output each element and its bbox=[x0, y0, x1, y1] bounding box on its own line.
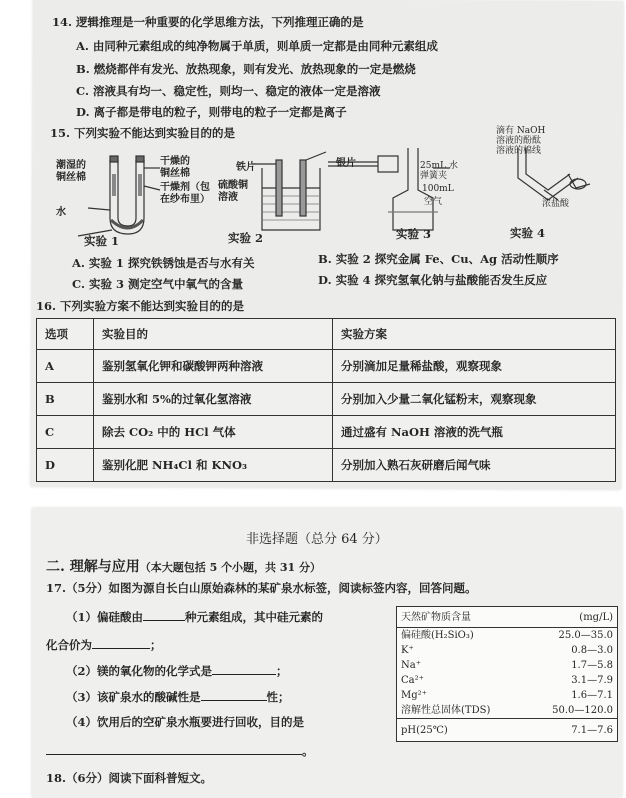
label-table-header bbox=[397, 607, 618, 628]
header-plan: 实验方案 bbox=[333, 319, 616, 350]
row-a-plan: 分别滴加足量稀盐酸，观察现象 bbox=[333, 350, 616, 383]
exp1-u-tube-figure bbox=[78, 156, 160, 236]
exp2-beaker-figure bbox=[252, 152, 326, 230]
section-title bbox=[46, 556, 321, 576]
label-wet-wire: 潮湿的 铜丝棉 bbox=[56, 160, 86, 183]
q17-s3-text-b: 性； bbox=[266, 690, 290, 704]
q14-option-a: A. 由同种元素组成的纯净物属于单质，则单质一定都是由同种元素组成 bbox=[76, 39, 438, 53]
q17-s1-text-c: 化合价为 bbox=[46, 638, 92, 652]
q17-sub4-answer-line bbox=[46, 742, 314, 759]
q15-option-a: A. 实验 1 探究铁锈蚀是否与水有关 bbox=[72, 256, 255, 270]
table-row bbox=[37, 416, 616, 449]
table-row bbox=[37, 449, 616, 482]
exp2-label: 实验 2 bbox=[228, 231, 264, 245]
table-row bbox=[37, 383, 616, 416]
q17-stem: 17.（5分）如图为源自长白山原始森林的某矿泉水标签，阅读标签内容，回答问题。 bbox=[46, 581, 477, 595]
label-spring-clamp: 弹簧夹 bbox=[420, 171, 448, 181]
table-row bbox=[397, 628, 618, 644]
ion-name: Ca²⁺ bbox=[401, 675, 424, 686]
row-d-option: D bbox=[37, 449, 94, 482]
ion-value: 3.1—7.9 bbox=[571, 675, 613, 686]
q14-stem: 14. 逻辑推理是一种重要的化学思维方法，下列推理正确的是 bbox=[52, 15, 364, 29]
q14-option-d: D. 离子都是带电的粒子，则带电的粒子一定都是离子 bbox=[76, 105, 347, 119]
q15-stem: 15. 下列实验不能达到实验目的的是 bbox=[50, 126, 236, 140]
row-c-purpose: 除去 CO₂ 中的 HCl 气体 bbox=[94, 416, 333, 449]
q17-s3-text-a: （3）该矿泉水的酸碱性是 bbox=[66, 690, 201, 704]
label-header-unit: (mg/L) bbox=[526, 607, 618, 628]
table-row-ph bbox=[397, 719, 618, 742]
q15-option-d: D. 实验 4 探究氢氧化钠与盐酸能否发生反应 bbox=[318, 273, 548, 287]
header-purpose: 实验目的 bbox=[94, 319, 333, 350]
q16-stem: 16. 下列实验方案不能达到实验目的的是 bbox=[36, 299, 245, 313]
answer-blank-5[interactable] bbox=[46, 742, 302, 755]
table-row bbox=[397, 688, 618, 703]
label-conc-hcl: 浓盐酸 bbox=[542, 199, 570, 209]
row-c-plan: 通过盛有 NaOH 溶液的洗气瓶 bbox=[333, 416, 616, 449]
label-desiccant: 干燥剂（包 在纱布里） bbox=[160, 182, 210, 205]
ion-value: 0.8—3.0 bbox=[571, 645, 613, 656]
label-dry-wire: 干燥的 铜丝棉 bbox=[160, 156, 190, 179]
answer-blank-1[interactable] bbox=[143, 608, 185, 621]
table-row bbox=[397, 643, 618, 658]
exp3-label: 实验 3 bbox=[396, 227, 432, 241]
section-name: 二. 理解与应用 bbox=[46, 559, 140, 575]
label-iron-plate: 铁片 bbox=[236, 162, 256, 173]
section-note: （本大题包括 5 个小题，共 31 分） bbox=[139, 561, 322, 574]
header-option: 选项 bbox=[37, 319, 94, 350]
label-25ml-water: 25mL 水 bbox=[420, 161, 458, 171]
table-row bbox=[397, 703, 618, 719]
q17-sub4: （4）饮用后的空矿泉水瓶要进行回收，目的是 bbox=[66, 715, 304, 729]
q17-s2-text-a: （2）镁的氧化物的化学式是 bbox=[66, 664, 213, 678]
exp1-label: 实验 1 bbox=[84, 234, 120, 248]
ion-name: Na⁺ bbox=[401, 660, 421, 671]
exp4-label: 实验 4 bbox=[510, 226, 546, 240]
ion-value: 25.0—35.0 bbox=[558, 630, 613, 641]
q15-option-b: B. 实验 2 探究金属 Fe、Cu、Ag 活动性顺序 bbox=[318, 252, 559, 266]
row-b-purpose: 鉴别水和 5%的过氧化氢溶液 bbox=[94, 383, 333, 416]
label-header-name: 天然矿物质含量 bbox=[397, 607, 526, 628]
table-row bbox=[397, 673, 618, 688]
q18-stem: 18.（6分）阅读下面科普短文。 bbox=[46, 771, 213, 785]
part2-heading: 非选择题（总分 64 分） bbox=[246, 532, 388, 547]
q15-option-c: C. 实验 3 测定空气中氧气的含量 bbox=[72, 277, 243, 291]
ph-value: 7.1—7.6 bbox=[526, 719, 618, 742]
q17-sub1-line2 bbox=[46, 636, 162, 653]
answer-blank-2[interactable] bbox=[92, 636, 150, 649]
row-d-plan: 分别加入熟石灰研磨后闻气味 bbox=[333, 449, 616, 482]
q14-option-b: B. 燃烧都伴有发光、放热现象，则有发光、放热现象的一定是燃烧 bbox=[76, 62, 416, 76]
q16-scheme-table bbox=[36, 318, 616, 482]
row-a-purpose: 鉴别氢氧化钾和碳酸钾两种溶液 bbox=[94, 350, 333, 383]
ion-value: 1.6—7.1 bbox=[571, 690, 613, 701]
answer-blank-4[interactable] bbox=[201, 688, 267, 701]
row-b-plan: 分别加入少量二氧化锰粉末，观察现象 bbox=[333, 383, 616, 416]
table-header-row bbox=[37, 319, 616, 350]
row-c-option: C bbox=[37, 416, 94, 449]
q17-sub2 bbox=[66, 662, 288, 679]
ion-name: 偏硅酸(H₂SiO₃) bbox=[401, 630, 474, 641]
q17-s4-text-b: 。 bbox=[302, 744, 314, 758]
row-b-option: B bbox=[37, 383, 94, 416]
ion-name: K⁺ bbox=[401, 645, 414, 656]
label-naoh-cotton: 滴有 NaOH 溶液的酚酞 溶液的棉线 bbox=[496, 126, 546, 156]
table-row bbox=[37, 350, 616, 383]
answer-blank-3[interactable] bbox=[212, 662, 276, 675]
ion-name: Mg²⁺ bbox=[401, 690, 427, 701]
q14-option-c: C. 溶液具有均一、稳定性，则均一、稳定的液体一定是溶液 bbox=[76, 84, 381, 98]
row-d-purpose: 鉴别化肥 NH₄Cl 和 KNO₃ bbox=[94, 449, 333, 482]
q17-s1-text-b: 种元素组成，其中硅元素的 bbox=[185, 610, 324, 624]
label-water: 水 bbox=[56, 207, 66, 218]
ion-name: 溶解性总固体(TDS) bbox=[401, 705, 491, 716]
label-air: 空气 bbox=[424, 197, 443, 207]
ion-value: 1.7—5.8 bbox=[571, 660, 613, 671]
q17-s2-text-b: ； bbox=[276, 664, 288, 678]
q17-s1-text-a: （1）偏硅酸由 bbox=[66, 610, 144, 624]
row-a-option: A bbox=[37, 350, 94, 383]
q17-s1-text-d: ； bbox=[150, 638, 162, 652]
mineral-water-label-table bbox=[396, 606, 618, 742]
ph-name: pH(25℃) bbox=[397, 719, 526, 742]
ion-value: 50.0—120.0 bbox=[552, 705, 613, 716]
label-100ml: 100mL bbox=[422, 184, 454, 194]
q17-sub3 bbox=[66, 688, 290, 705]
q17-sub1-line1 bbox=[66, 608, 323, 625]
table-row bbox=[397, 658, 618, 673]
label-silver-plate: 银片 bbox=[336, 158, 356, 169]
label-cuso4: 硫酸铜 溶液 bbox=[218, 180, 248, 203]
